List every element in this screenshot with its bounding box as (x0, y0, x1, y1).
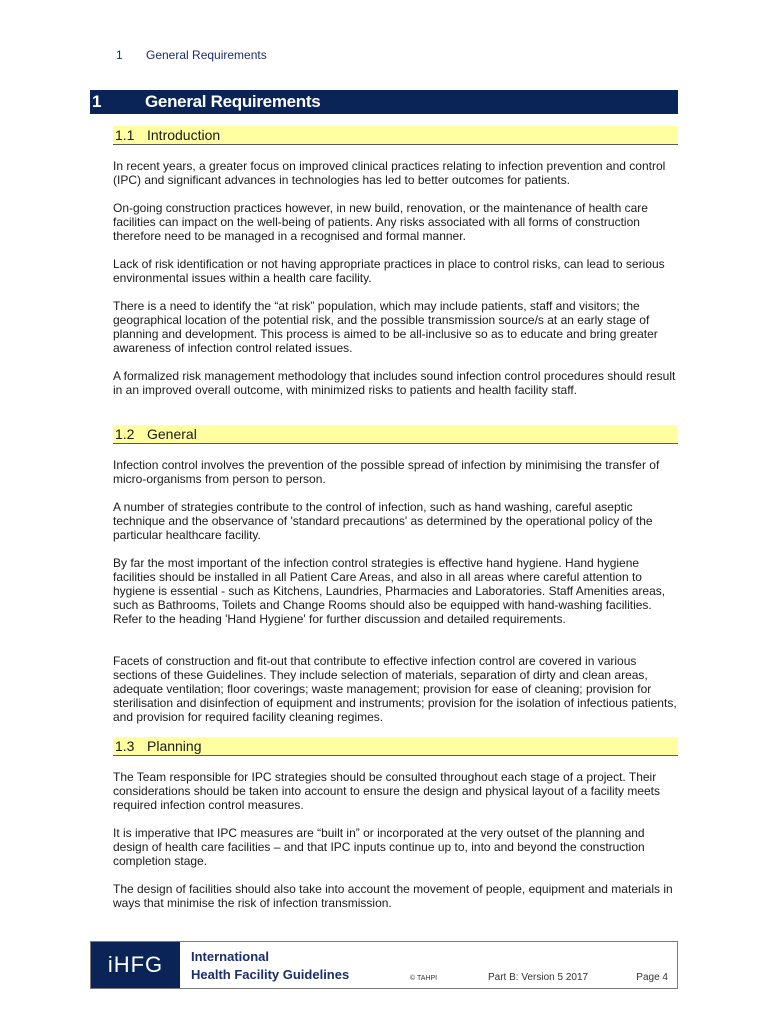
org-line-1: International (191, 949, 270, 964)
paragraph: A formalized risk management methodology that includes sound infection control procedures should result in an improved overall outcome, with minimized risks to patients and health facility staff. (113, 369, 676, 397)
running-header-number: 1 (116, 48, 123, 62)
section-heading-general (113, 425, 678, 444)
paragraph: By far the most important of the infection control strategies is effective hand hygiene. Hand hygiene facilities should be installed in all Patient Care Areas, and also in all areas where careful attention to hygiene is essential - such as Kitchens, Laundries, Pharmacies and Laboratories. Staff Amenities areas, such as Bathrooms, Toilets and Change Rooms should also be equipped with hand-washing facilities. Refer to the heading 'Hand Hygiene' for further discussion and detailed requirements. (113, 556, 666, 626)
paragraph: In recent years, a greater focus on improved clinical practices relating to infection prevention and control (IPC) and significant advances in technologies has led to better outcomes for patients. (113, 159, 666, 187)
copyright: © TAHPI (410, 975, 438, 982)
paragraph: The design of facilities should also take into account the movement of people, equipment and materials in ways that minimise the risk of infection transmission. (113, 882, 673, 910)
paragraph: A number of strategies contribute to the control of infection, such as hand washing, careful aseptic technique and the observance of 'standard precautions' as determined by the operational policy of the particular healthcare facility. (113, 500, 653, 542)
paragraph: Facets of construction and fit-out that contribute to effective infection control are covered in various sections of these Guidelines. They include selection of materials, separation of dirty and clean areas, adequate ventilation; floor coverings; waste management; provision for ease of cleaning; provision for sterilisation and disinfection of equipment and instruments; provision for the isolation of infectious patients, and provision for required facility cleaning regimes. (113, 654, 677, 724)
running-header-title: General Requirements (146, 48, 267, 62)
paragraph: The Team responsible for IPC strategies should be consulted throughout each stage of a project. Their considerations should be taken into account to ensure the design and physical layout of a facility meets required infection control measures. (113, 770, 661, 812)
page-number: Page 4 (636, 972, 668, 983)
paragraph: There is a need to identify the “at risk” population, which may include patients, staff and visitors; the geographical location of the potential risk, and the possible transmission source/s at an early stage of planning and development. This process is aimed to be all-inclusive so as to educate and bring greater awareness of infection control related issues. (113, 299, 658, 355)
running-header (116, 48, 267, 62)
ihfg-logo (91, 942, 180, 988)
section-number: 1.2 (115, 426, 135, 442)
page-footer (90, 941, 678, 989)
section-number: 1.1 (115, 127, 135, 143)
paragraph: It is imperative that IPC measures are “built in” or incorporated at the very outset of the planning and design of health care facilities – and that IPC inputs continue up to, into and beyond the construction completion stage. (113, 826, 645, 868)
section-title: General (147, 426, 197, 442)
section-title: Planning (147, 738, 202, 754)
section-heading-introduction (113, 126, 678, 145)
paragraph: Infection control involves the prevention of the possible spread of infection by minimising the transfer of micro-organisms from person to person. (113, 458, 660, 486)
org-line-2: Health Facility Guidelines (191, 967, 350, 982)
chapter-number: 1 (92, 92, 102, 111)
section-title: Introduction (147, 127, 221, 143)
organization-name (180, 942, 410, 988)
version-label: Part B: Version 5 2017 (488, 972, 589, 983)
section-heading-planning (113, 737, 678, 756)
paragraph: Lack of risk identification or not having appropriate practices in place to control risks, can lead to serious environmental issues within a health care facility. (113, 257, 665, 285)
chapter-title: General Requirements (145, 92, 321, 111)
chapter-heading (90, 90, 678, 114)
paragraph: On-going construction practices however, in new build, renovation, or the maintenance of health care facilities can impact on the well-being of patients. Any risks associated with all forms of construction therefore need to be managed in a recognised and formal manner. (113, 201, 648, 243)
logo-text: iHFG (107, 952, 164, 977)
section-number: 1.3 (115, 738, 135, 754)
